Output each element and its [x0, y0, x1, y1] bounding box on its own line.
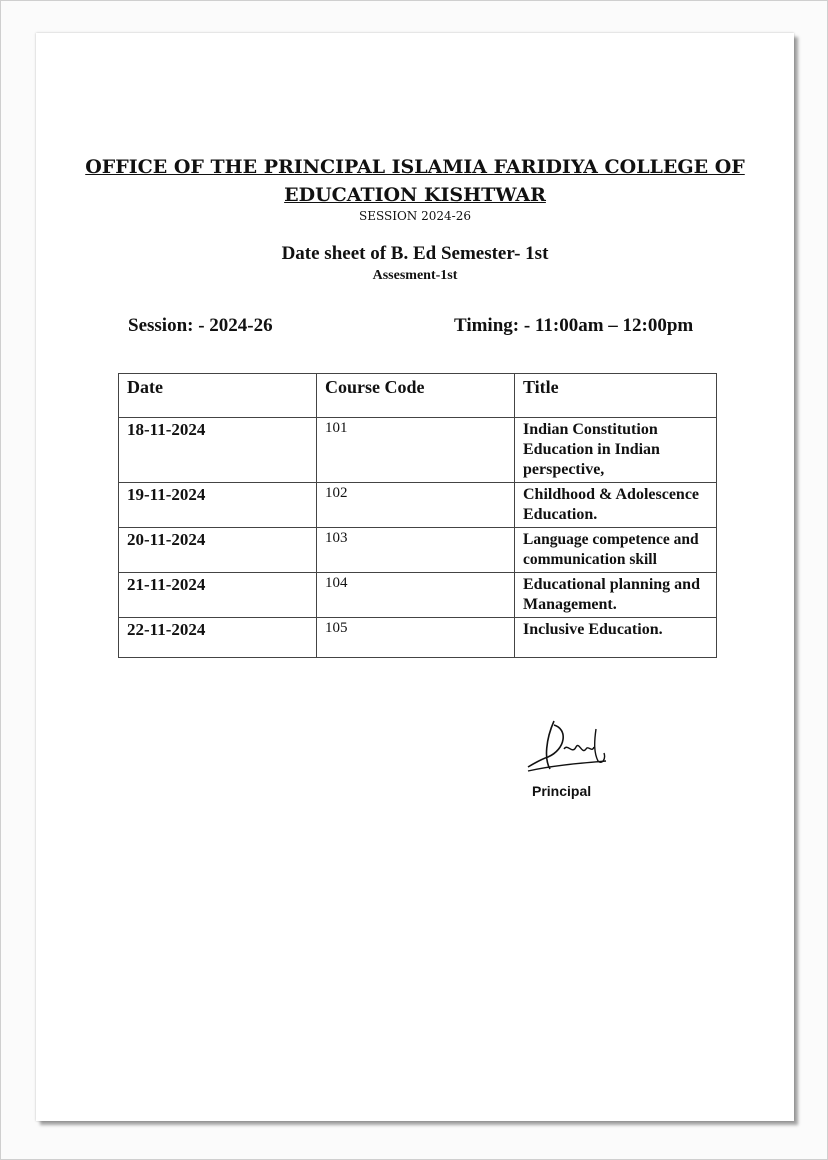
session-caption: SESSION 2024-26 [359, 209, 471, 223]
assessment-subtitle: Assesment-1st [372, 268, 458, 283]
office-heading-line-2: EDUCATION KISHTWAR [284, 184, 546, 206]
principal-signature [524, 719, 614, 779]
date-cell: 20-11-2024 [119, 528, 317, 573]
course-title-cell: Childhood & Adolescence Education. [515, 483, 717, 528]
course-code-cell: 103 [317, 528, 515, 573]
table-row [119, 483, 717, 528]
course-code-cell: 105 [317, 618, 515, 658]
course-title-cell: Indian Constitution Education in Indian perspective, [515, 418, 717, 483]
principal-label: Principal [532, 783, 592, 799]
table-row [119, 573, 717, 618]
column-header-course-code: Course Code [317, 374, 515, 418]
course-code-cell: 102 [317, 483, 515, 528]
table-header-row [119, 374, 717, 418]
course-title-cell: Inclusive Education. [515, 618, 717, 658]
course-title-cell: Educational planning and Management. [515, 573, 717, 618]
office-heading-line-1: OFFICE OF THE PRINCIPAL ISLAMIA FARIDIYA COLLEGE OF [85, 156, 745, 178]
course-code-cell: 101 [317, 418, 515, 483]
office-heading [36, 153, 794, 209]
date-sheet-table [118, 373, 717, 658]
table-row [119, 618, 717, 658]
document-page [36, 33, 794, 1121]
course-code-cell: 104 [317, 573, 515, 618]
course-title-cell: Language competence and communication skill [515, 528, 717, 573]
table-row [119, 418, 717, 483]
timing-info: Timing: - 11:00am – 12:00pm [454, 315, 694, 336]
column-header-date: Date [119, 374, 317, 418]
date-cell: 18-11-2024 [119, 418, 317, 483]
column-header-title: Title [515, 374, 717, 418]
date-cell: 19-11-2024 [119, 483, 317, 528]
date-sheet-title: Date sheet of B. Ed Semester- 1st [281, 243, 549, 264]
table-row [119, 528, 717, 573]
date-cell: 21-11-2024 [119, 573, 317, 618]
date-cell: 22-11-2024 [119, 618, 317, 658]
session-info: Session: - 2024-26 [128, 315, 273, 336]
